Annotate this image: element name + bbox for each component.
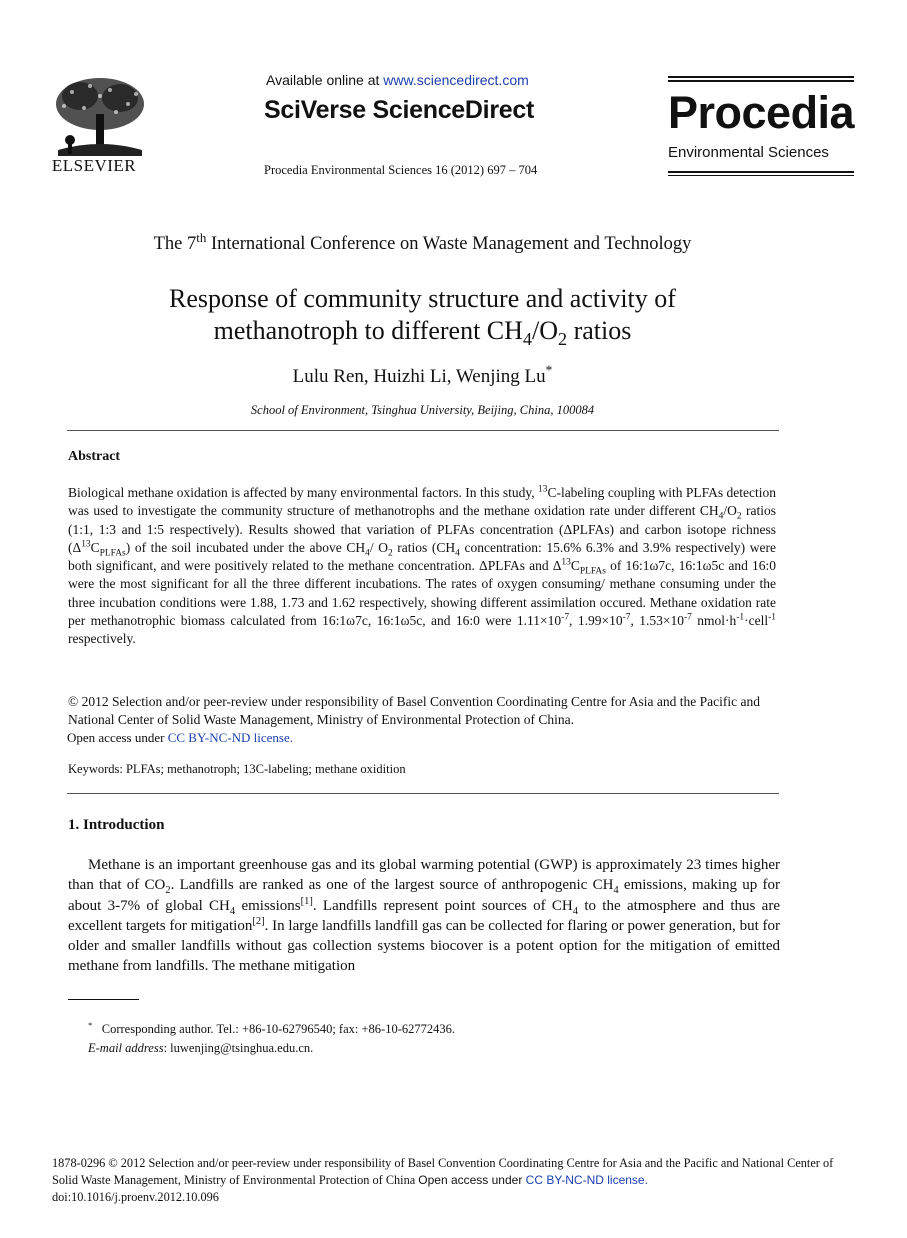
available-prefix: Available online at: [266, 72, 384, 88]
abstract-heading: Abstract: [68, 449, 121, 464]
email-label: E-mail address: [88, 1041, 164, 1055]
platform-logo-text: SciVerse ScienceDirect: [264, 96, 534, 124]
open-access-line: [67, 730, 293, 746]
doi[interactable]: doi:10.1016/j.proenv.2012.10.096: [52, 1190, 219, 1204]
journal-name: Procedia: [668, 87, 855, 138]
journal-reference: Procedia Environmental Sciences 16 (2012) 697 – 704: [264, 163, 538, 177]
logo-rule-top-2: [668, 80, 854, 82]
introduction-paragraph: Methane is an important greenhouse gas and its global warming potential (GWP) is approximately 23 times higher than that of $CO_2$. Landfills are ranked as one of the largest source of anthropogenic $CH_4$ emissions, making up for about 3-7% of global $CH_4$ emissions[1]. Landfills represent point sources of $CH_4$ to the atmosphere and thus are excellent targets for mitigation[2]. In large landfills landfill gas can be collected for flaring or power generation, but for older and smaller landfills without gas collection systems biocover is a potent option for the mitigation of emitted methane from landfills. The methane mitigation: [68, 857, 781, 975]
citation-1[interactable]: [1]: [300, 895, 313, 907]
logo-rule-top: [668, 76, 854, 78]
corresponding-mark: *: [545, 362, 553, 378]
open-access-prefix: Open access under: [67, 730, 168, 745]
conference-sup: th: [196, 229, 207, 245]
footnote-mark: *: [88, 1019, 93, 1030]
logo-rule-bottom-2: [668, 175, 854, 176]
bottom-license-link[interactable]: CC BY-NC-ND license.: [525, 1173, 648, 1187]
abstract-text: Biological methane oxidation is affected by many environmental factors. In this study, $^{13}$C-labeling coupling with PLFAs detection was used to investigate the community structure of methanotrophs and the methane oxidation rate under different $CH_4/O_2$ ratios (1:1, 1:3 and 1:5 respectively). Results showed that variation of PLFAs concentration (ΔPLFAs) and carbon isotope richness $(\Delta^{13}C_{PLFAs})$ of the soil incubated under the above $CH_4/$ $O_2$ ratios ($CH_4$ concentration: 15.6% 6.3% and 3.9% respectively) were both significant, and were positively related to the methane concentration. ΔPLFAs and $\Delta^{13}C_{PLFAs}$ of 16:1ω7c, 16:1ω5c and 16:0 were the most significant for all the three different incubations. The rates of oxygen consuming/ methane consuming under the three incubation conditions were 1.88, 1.73 and 1.62 respectively, showing different assimilation occured. Methane oxidation rate per methanotrophic biomass calculated from 16:1ω7c, 16:1ω5c, and 16:0 were $1.11\times 10^{-7}$, $1.99\times 10^{-7}$, $1.53\times 10^{-7}$ $nmol\cdot h^{-1}\cdot cell^{-1}$ respectively.: [68, 484, 777, 647]
paper-title: [0, 283, 845, 350]
footnote-contact: Corresponding author. Tel.: +86-10-62796540; fax: +86-10-62772436.: [101, 1022, 455, 1036]
footnote-email: [88, 1041, 313, 1056]
procedia-logo: [668, 76, 854, 176]
title-line-2: methanotroph to different $CH_4/O_2$ ratios: [213, 316, 632, 350]
publisher-name: ELSEVIER: [51, 156, 137, 175]
title-line-1: Response of community structure and activity of: [169, 284, 676, 313]
conference-text: The 7: [153, 234, 197, 254]
authors: [0, 362, 845, 388]
logo-rule-bottom: [668, 171, 854, 173]
conference-name: [0, 229, 845, 255]
author-list: Lulu Ren, Huizhi Li, Wenjing Lu: [292, 366, 546, 387]
conference-text-2: International Conference on Waste Management and Technology: [206, 234, 692, 254]
tree-icon: [50, 74, 150, 158]
license-link[interactable]: CC BY-NC-ND license.: [167, 730, 294, 745]
section-heading-introduction: 1. Introduction: [68, 817, 165, 833]
citation-2[interactable]: [2]: [252, 915, 265, 927]
issn-copyright-block: [52, 1155, 862, 1206]
issn-copyright: 1878-0296 © 2012 Selection and/or peer-review under responsibility of Basel Convention Coordinating Centre for Asia and the Pacific and National Center of Solid Waste Management, Ministry of Environmental Protection of China: [52, 1156, 834, 1187]
affiliation: School of Environment, Tsinghua University, Beijing, China, 100084: [250, 403, 595, 417]
copyright-note: © 2012 Selection and/or peer-review under responsibility of Basel Convention Coordinating Centre for Asia and the Pacific and National Center of Solid Waste Management, Ministry of Environmental Protection of China.: [68, 694, 760, 728]
email-value[interactable]: : luwenjing@tsinghua.edu.cn.: [163, 1041, 314, 1055]
divider-top: [67, 430, 779, 431]
journal-subtitle: Environmental Sciences: [668, 144, 829, 161]
footnote-corresponding: [88, 1019, 455, 1037]
available-online: [266, 72, 529, 88]
footnote-rule: [68, 999, 139, 1000]
divider-bottom: [67, 793, 779, 794]
keywords: Keywords: PLFAs; methanotroph; 13C-labeling; methane oxidition: [68, 762, 406, 776]
sciencedirect-link[interactable]: www.sciencedirect.com: [383, 72, 529, 88]
bottom-open-access-prefix: Open access under: [418, 1173, 526, 1187]
